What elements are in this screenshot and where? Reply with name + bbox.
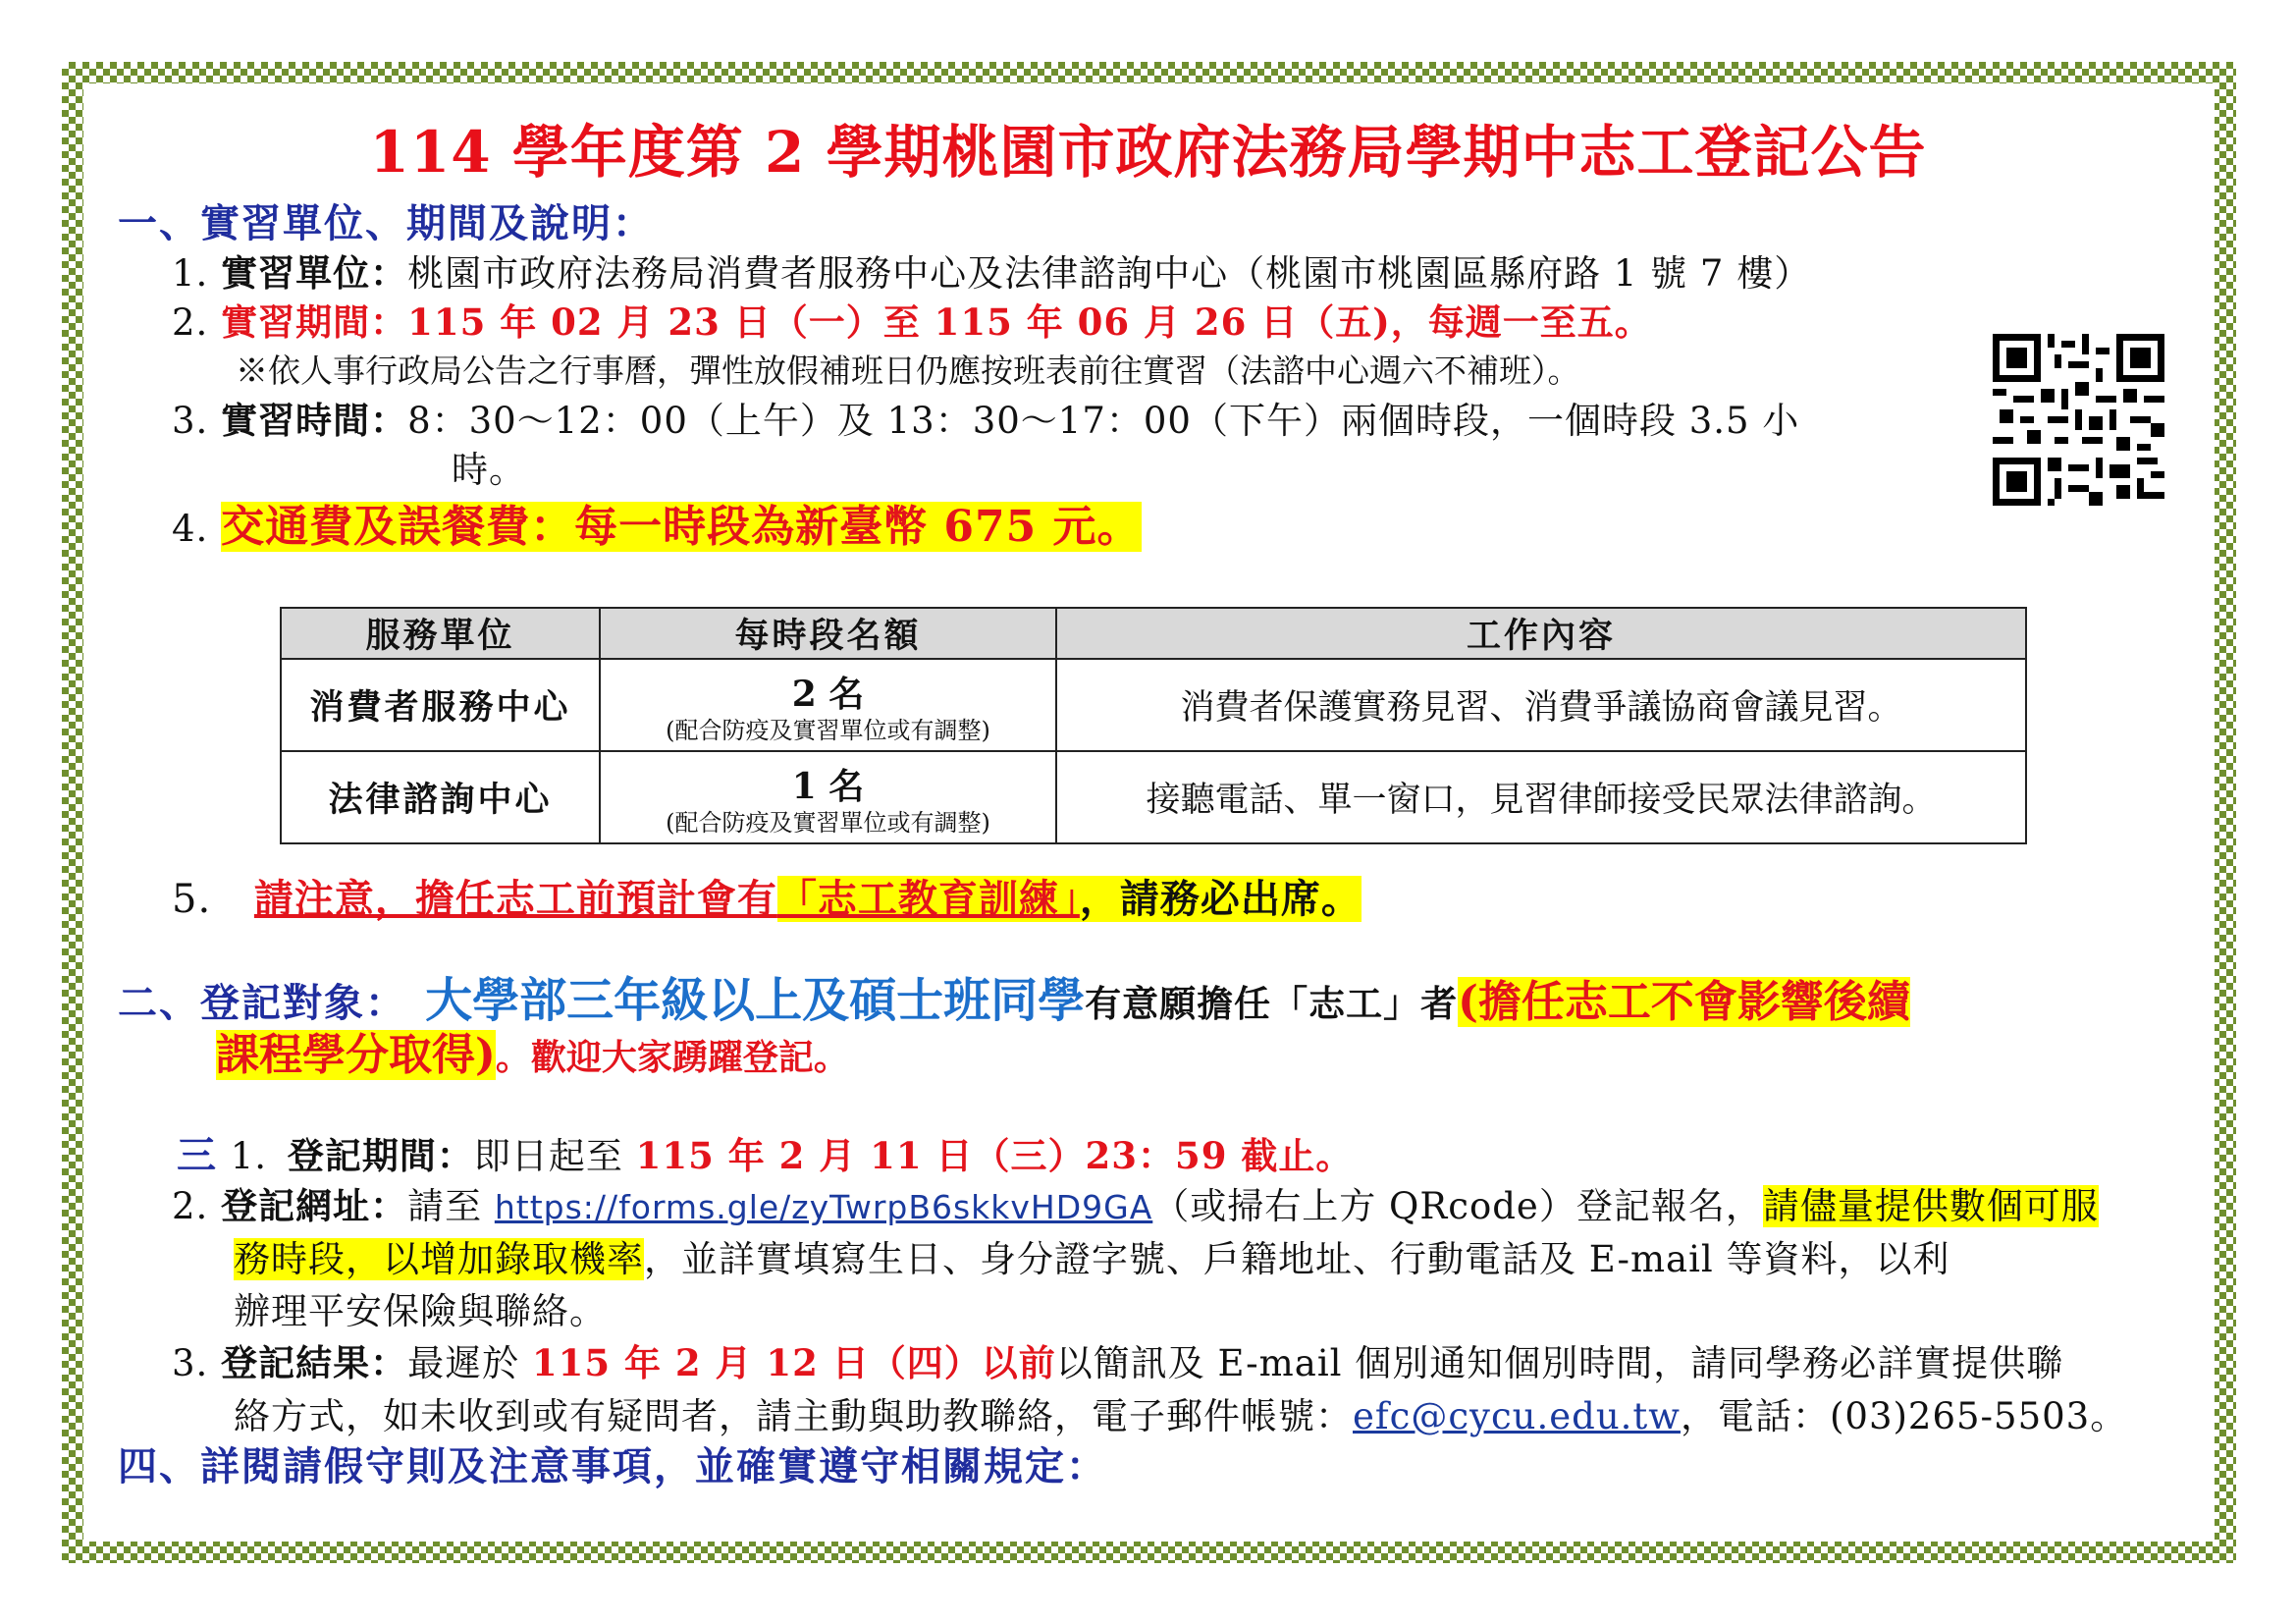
section4-heading: 四、詳閱請假守則及注意事項，並確實遵守相關規定： bbox=[118, 1443, 1107, 1489]
section2-heading: 二、登記對象： bbox=[118, 980, 406, 1026]
sec3-item3 bbox=[172, 1333, 2063, 1386]
sec1-item4 bbox=[172, 491, 1142, 554]
item-label: 登記結果： bbox=[221, 1341, 408, 1384]
quota-note: (配合防疫及實習單位或有調整) bbox=[666, 808, 990, 837]
item-number: 4. bbox=[172, 508, 209, 550]
item-text: 桃園市政府法務局消費者服務中心及法律諮詢中心（桃園市桃園區縣府路 1 號 7 樓） bbox=[407, 252, 1812, 295]
quota-note: (配合防疫及實習單位或有調整) bbox=[666, 716, 990, 744]
sec1-item5 bbox=[172, 868, 1362, 924]
item-number: 2. bbox=[172, 301, 209, 344]
table-header-row bbox=[281, 608, 2026, 659]
phone-text: ，電話：(03)265-5503。 bbox=[1680, 1395, 2128, 1437]
timeslot-highlight-cont: 務時段，以增加錄取機率 bbox=[234, 1238, 644, 1280]
item-label: 實習單位： bbox=[221, 251, 408, 295]
sec3-item3-cont bbox=[234, 1386, 2127, 1439]
item-label: 登記期間： bbox=[287, 1134, 474, 1177]
registration-link[interactable]: https://forms.gle/zyTwrpB6skkvHD9GA bbox=[494, 1188, 1153, 1226]
item-text: 絡方式，如未收到或有疑問者，請主動與助教聯絡，電子郵件帳號： bbox=[234, 1395, 1353, 1437]
cell-unit: 法律諮詢中心 bbox=[281, 751, 600, 843]
attend-text: ，請務必出席。 bbox=[1079, 876, 1362, 922]
item-label: 實習時間： bbox=[221, 399, 408, 442]
header-unit: 服務單位 bbox=[281, 608, 600, 659]
notice-text: 請注意，擔任志工前預計會有 bbox=[253, 876, 777, 922]
section3-prefix: 三 bbox=[177, 1132, 218, 1178]
sec3-item2-cont bbox=[234, 1229, 1950, 1282]
item-label: 登記網址： bbox=[221, 1184, 408, 1227]
sec1-item2-note: ※依人事行政局公告之行事曆，彈性放假補班日仍應按班表前往實習（法諮中心週六不補班）。 bbox=[236, 352, 1580, 390]
page-title: 114 學年度第 2 學期桃園市政府法務局學期中志工登記公告 bbox=[369, 119, 1927, 186]
section1-heading: 一、實習單位、期間及說明： bbox=[118, 200, 654, 246]
sec3-item2-cont2: 辦理平安保險與聯絡。 bbox=[234, 1290, 607, 1332]
item-number: 2. bbox=[172, 1185, 209, 1227]
item-number: 3. bbox=[172, 400, 209, 442]
email-link[interactable]: efc@cycu.edu.tw bbox=[1353, 1395, 1681, 1437]
item-number: 1. bbox=[172, 252, 209, 295]
welcome-text: 。歡迎大家踴躍登記。 bbox=[495, 1037, 849, 1078]
quota-value: 2 名 bbox=[791, 673, 865, 715]
target-group: 大學部三年級以上及碩士班同學 bbox=[425, 973, 1086, 1028]
item-text: ，並詳實填寫生日、身分證字號、戶籍地址、行動電話及 E-mail 等資料，以利 bbox=[644, 1238, 1950, 1280]
sec1-item2 bbox=[172, 293, 1652, 346]
item-text: 最遲於 bbox=[407, 1342, 520, 1384]
training-highlight: 「志工教育訓練」 bbox=[776, 876, 1080, 922]
item-text: 115 年 02 月 23 日（一）至 115 年 06 月 26 日（五)，每週一至五。 bbox=[407, 300, 1652, 344]
deadline-text: 115 年 2 月 11 日（三）23：59 截止。 bbox=[635, 1134, 1354, 1177]
cell-work: 接聽電話、單一窗口，見習律師接受民眾法律諮詢。 bbox=[1056, 751, 2026, 843]
cell-unit: 消費者服務中心 bbox=[281, 659, 600, 751]
quota-value: 1 名 bbox=[791, 765, 865, 807]
item-text: （或掃右上方 QRcode）登記報名， bbox=[1152, 1185, 1763, 1227]
result-date: 115 年 2 月 12 日（四）以前 bbox=[531, 1341, 1056, 1384]
item-number: 1. bbox=[230, 1135, 268, 1177]
table-row bbox=[281, 659, 2026, 751]
sec1-item3-cont: 時。 bbox=[452, 449, 526, 491]
item-text: 即日起至 bbox=[473, 1135, 623, 1177]
sec1-item1 bbox=[172, 244, 1811, 297]
credit-highlight-cont: 課程學分取得) bbox=[216, 1030, 496, 1080]
sec3-item1 bbox=[177, 1124, 1353, 1180]
item-text: 以簡訊及 E-mail 個別通知個別時間，請同學務必詳實提供聯 bbox=[1055, 1342, 2064, 1384]
header-work: 工作內容 bbox=[1056, 608, 2026, 659]
cell-quota bbox=[600, 659, 1056, 751]
target-desc: 有意願擔任「志工」者 bbox=[1085, 982, 1459, 1025]
qr-code-icon[interactable] bbox=[1993, 334, 2164, 506]
section2-cont bbox=[216, 1019, 849, 1082]
table-row bbox=[281, 751, 2026, 843]
item-text: 8：30～12：00（上午）及 13：30～17：00（下午）兩個時段，一個時段 3.5 小 bbox=[407, 400, 1800, 442]
sec1-item3 bbox=[172, 391, 1799, 444]
fee-highlight: 交通費及誤餐費：每一時段為新臺幣 675 元。 bbox=[221, 502, 1142, 552]
timeslot-highlight: 請儘量提供數個可服 bbox=[1762, 1185, 2099, 1227]
cell-quota bbox=[600, 751, 1056, 843]
item-label: 實習期間： bbox=[221, 300, 408, 344]
sec3-item2 bbox=[172, 1176, 2099, 1229]
cell-work: 消費者保護實務見習、消費爭議協商會議見習。 bbox=[1056, 659, 2026, 751]
header-quota: 每時段名額 bbox=[600, 608, 1056, 659]
credit-highlight: (擔任志工不會影響後續 bbox=[1458, 977, 1910, 1027]
item-number: 5. bbox=[172, 877, 212, 922]
item-number: 3. bbox=[172, 1342, 209, 1384]
service-table bbox=[280, 607, 2027, 844]
item-text: 請至 bbox=[407, 1185, 483, 1227]
